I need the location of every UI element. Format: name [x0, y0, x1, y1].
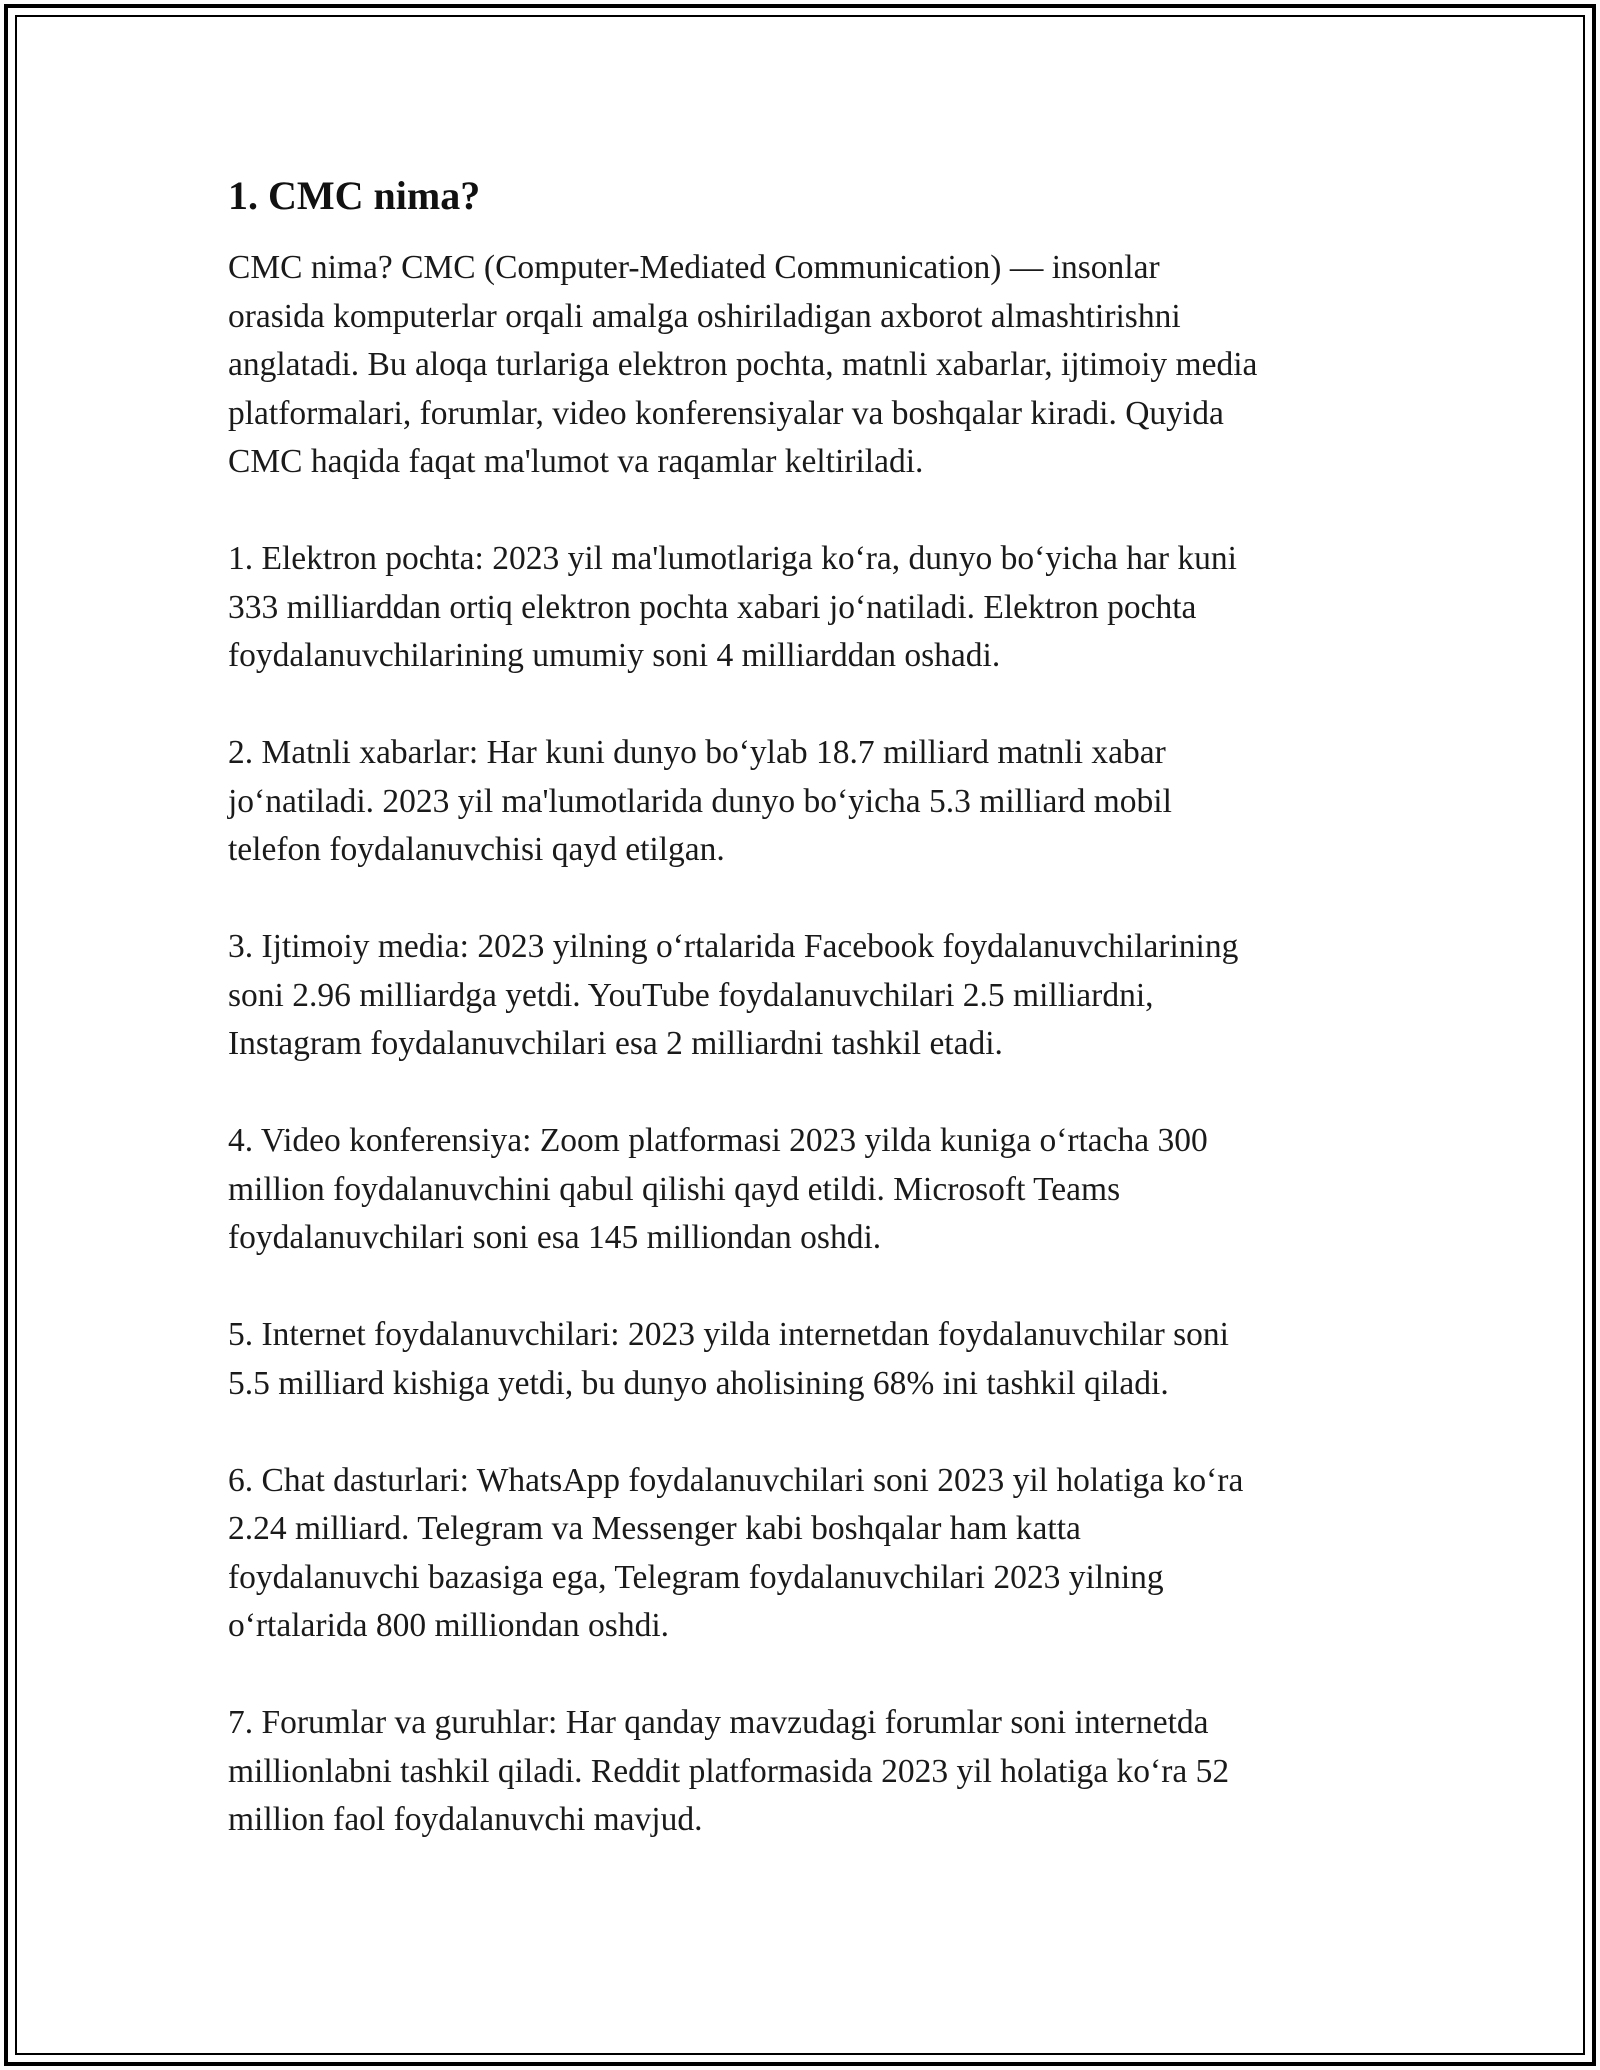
text-line: 1. Elektron pochta: 2023 yil ma'lumotlariga koʻra, dunyo boʻyicha har kuni [228, 540, 1237, 577]
text-line: joʻnatiladi. 2023 yil ma'lumotlarida dunyo boʻyicha 5.3 milliard mobil [228, 782, 1172, 820]
document-body [228, 172, 1378, 1893]
paragraph-intro [228, 244, 1378, 487]
text-line: CMC nima? CMC (Computer-Mediated Communication) — insonlar [228, 249, 1160, 286]
paragraph-internet-users [228, 1311, 1378, 1408]
text-line: Instagram foydalanuvchilari esa 2 milliardni tashkil etadi. [228, 1025, 1003, 1062]
text-line: platformalari, forumlar, video konferensiyalar va boshqalar kiradi. Quyida [228, 394, 1224, 432]
text-line: 2. Matnli xabarlar: Har kuni dunyo boʻylab 18.7 milliard matnli xabar [228, 734, 1166, 771]
text-line: 5. Internet foydalanuvchilari: 2023 yilda internetdan foydalanuvchilar soni [228, 1316, 1229, 1353]
text-line: millionlabni tashkil qiladi. Reddit platformasida 2023 yil holatiga koʻra 52 [228, 1752, 1230, 1790]
text-line: telefon foydalanuvchisi qayd etilgan. [228, 831, 725, 868]
paragraph-text-messages [228, 729, 1378, 875]
paragraph-forums [228, 1699, 1378, 1845]
text-line: 5.5 milliard kishiga yetdi, bu dunyo aholisining 68% ini tashkil qiladi. [228, 1364, 1169, 1402]
text-line: 2.24 milliard. Telegram va Messenger kabi boshqalar ham katta [228, 1510, 1081, 1547]
text-line: soni 2.96 milliardga yetdi. YouTube foydalanuvchilari 2.5 milliardni, [228, 976, 1154, 1014]
text-line: orasida komputerlar orqali amalga oshiriladigan axborot almashtirishni [228, 297, 1181, 335]
text-line: 333 milliarddan ortiq elektron pochta xabari joʻnatiladi. Elektron pochta [228, 588, 1197, 626]
text-line: oʻrtalarida 800 milliondan oshdi. [228, 1607, 669, 1644]
text-line: foydalanuvchi bazasiga ega, Telegram foydalanuvchilari 2023 yilning [228, 1558, 1164, 1596]
text-line: CMC haqida faqat ma'lumot va raqamlar keltiriladi. [228, 443, 924, 480]
text-line: foydalanuvchilari soni esa 145 milliondan oshdi. [228, 1219, 882, 1256]
document-title: 1. CMC nima? [228, 173, 481, 218]
text-line: anglatadi. Bu aloqa turlariga elektron pochta, matnli xabarlar, ijtimoiy media [228, 346, 1258, 383]
paragraph-video-conference [228, 1117, 1378, 1263]
text-line: million foydalanuvchini qabul qilishi qayd etildi. Microsoft Teams [228, 1170, 1121, 1208]
text-line: 3. Ijtimoiy media: 2023 yilning oʻrtalarida Facebook foydalanuvchilarining [228, 928, 1239, 965]
paragraph-email [228, 535, 1378, 681]
text-line: 4. Video konferensiya: Zoom platformasi 2023 yilda kuniga oʻrtacha 300 [228, 1122, 1208, 1159]
text-line: 6. Chat dasturlari: WhatsApp foydalanuvchilari soni 2023 yil holatiga koʻra [228, 1461, 1244, 1499]
text-line: 7. Forumlar va guruhlar: Har qanday mavzudagi forumlar soni internetda [228, 1704, 1209, 1741]
text-line: million faol foydalanuvchi mavjud. [228, 1801, 703, 1838]
text-line: foydalanuvchilarining umumiy soni 4 milliarddan oshadi. [228, 637, 1001, 674]
paragraph-chat-apps [228, 1457, 1378, 1651]
paragraph-social-media [228, 923, 1378, 1069]
